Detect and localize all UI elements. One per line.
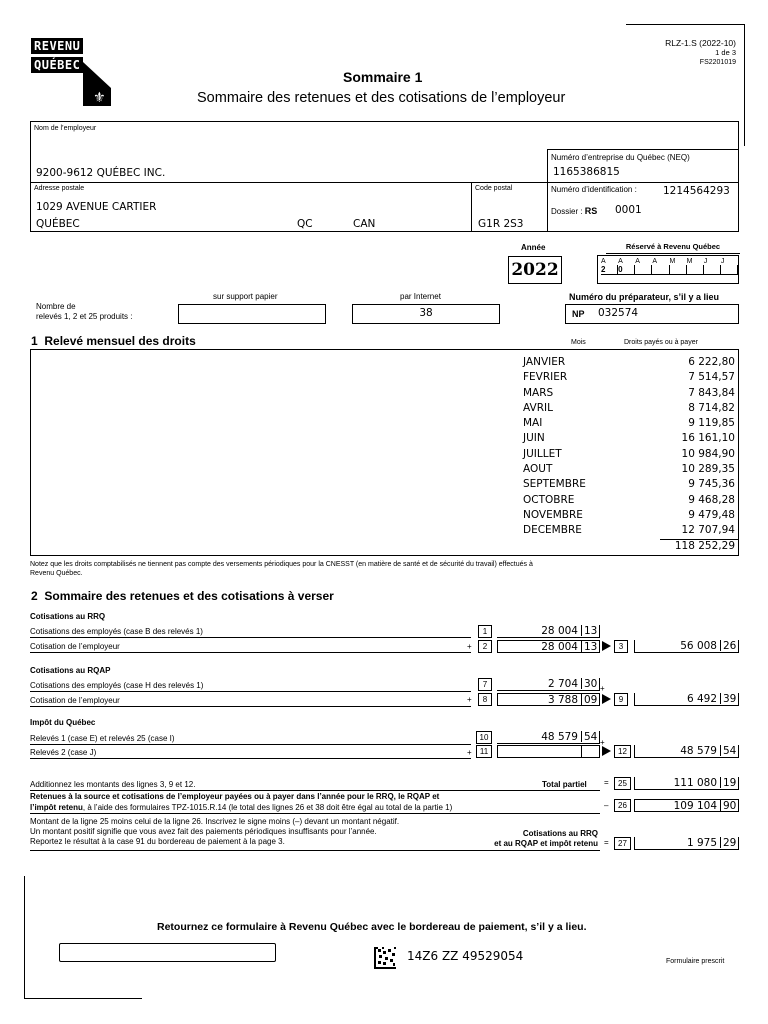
month-name: SEPTEMBRE — [523, 478, 586, 491]
line27-cents: 29 — [720, 837, 738, 848]
reserved-date-letter: A — [601, 258, 606, 265]
month-amount[interactable]: 10 984,90 — [681, 447, 735, 460]
reserved-date-letter: A — [652, 258, 658, 265]
line26-int: 109 104 — [673, 800, 717, 812]
corner-mark-bottom-left — [24, 998, 142, 999]
releves-label-line1: Nombre de — [36, 302, 76, 311]
month-row — [523, 387, 748, 402]
address-top-line — [30, 182, 739, 183]
rrq-line1-rule — [30, 637, 471, 638]
line10-cents: 54 — [581, 731, 599, 742]
reserved-date-letters — [598, 256, 738, 265]
line26-label-bold: l’impôt retenu — [30, 803, 83, 812]
month-name: JUIN — [523, 432, 545, 445]
internet-label: par Internet — [400, 292, 441, 301]
svg-text:⚜: ⚜ — [93, 90, 106, 106]
impot-line11-label: Relevés 2 (case J) — [30, 748, 97, 757]
plus-op-12: + — [600, 738, 605, 747]
line7-int: 2 704 — [547, 678, 578, 690]
address-label: Adresse postale — [34, 185, 85, 192]
line11-cents — [581, 746, 599, 757]
internet-count-value: 38 — [419, 307, 433, 319]
reserved-date-digit — [670, 265, 687, 275]
preparer-input[interactable] — [565, 304, 739, 324]
year-label: Année — [521, 243, 546, 252]
reserved-date-digit: 0 — [618, 265, 635, 275]
months-total: 118 252,29 — [674, 540, 735, 552]
amount-line-25[interactable] — [634, 777, 739, 790]
add-lines-label: Additionnez les montants des lignes 3, 9 et 12. — [30, 780, 196, 789]
reserved-label: Réservé à Revenu Québec — [606, 242, 740, 254]
line12-int: 48 579 — [680, 745, 717, 757]
month-amount[interactable]: 9 119,85 — [688, 417, 735, 430]
amount-line-2[interactable] — [497, 640, 600, 653]
reserved-date-digit — [635, 265, 652, 275]
month-row — [523, 524, 748, 539]
paper-count-input[interactable] — [178, 304, 326, 324]
section1-note-line2: Revenu Québec. — [30, 570, 83, 577]
month-row — [523, 478, 748, 493]
month-name: NOVEMBRE — [523, 508, 583, 521]
reserved-date-digit — [704, 265, 721, 275]
neq-left-line — [547, 149, 548, 232]
box-1: 1 — [478, 625, 492, 638]
col-amount-label: Droits payés ou à payer — [624, 339, 698, 346]
rqap-line8-rule — [30, 706, 471, 707]
reserved-date-letter: A — [635, 258, 640, 265]
line25-int: 111 080 — [673, 777, 717, 789]
reserved-date-box — [597, 255, 739, 284]
months-list — [523, 356, 748, 540]
month-amount[interactable]: 9 468,28 — [688, 493, 735, 506]
month-name: MAI — [523, 417, 543, 430]
section2-title: Sommaire des retenues et des cotisations à verser — [44, 589, 334, 603]
employer-name[interactable]: 9200-9612 QUÉBEC INC. — [36, 167, 166, 179]
preparer-prefix: NP — [572, 309, 585, 319]
line1-cents: 13 — [581, 625, 599, 636]
corner-mark-bottom-left-v — [24, 876, 25, 998]
line26-label-rest: , à l’aide des formulaires TPZ-1015.R.14 (le total des lignes 26 et 38 doit être égal au total de la partie 1) — [82, 803, 453, 812]
box-26: 26 — [614, 799, 631, 812]
section1-note — [30, 560, 533, 578]
line27-label — [470, 829, 598, 849]
reserved-date-letter: J — [703, 258, 708, 265]
box-12: 12 — [614, 745, 631, 758]
box-7: 7 — [478, 678, 492, 691]
impot-heading: Impôt du Québec — [30, 718, 96, 727]
section1-number: 1 — [31, 334, 38, 348]
return-instructions: Retournez ce formulaire à Revenu Québec avec le bordereau de paiement, s’il y a lieu. — [157, 921, 587, 933]
minus-op-26: – — [604, 801, 609, 810]
arrow-right-icon — [602, 641, 611, 651]
reserved-date-digit — [652, 265, 669, 275]
impot-line10-rule — [30, 744, 471, 745]
amount-line-10[interactable] — [497, 731, 600, 744]
month-name: AOUT — [523, 463, 553, 476]
corner-mark-top-right-v — [744, 24, 745, 146]
rqap-line7-label: Cotisations des employés (case H des relevés 1) — [30, 681, 204, 690]
rrq-heading: Cotisations au RRQ — [30, 612, 106, 621]
plus-op-2: + — [467, 642, 472, 651]
line12-cents: 54 — [720, 745, 738, 756]
month-amount[interactable]: 10 289,35 — [681, 463, 735, 476]
id-number[interactable]: 1214564293 — [663, 185, 730, 197]
neq-value[interactable]: 1165386815 — [553, 166, 620, 178]
rqap-heading: Cotisations au RQAP — [30, 666, 111, 675]
month-name: AVRIL — [523, 401, 553, 414]
amount-line-26[interactable] — [634, 799, 739, 812]
month-row — [523, 509, 748, 524]
releves-label-line2: relevés 1, 2 et 25 produits : — [36, 312, 133, 321]
line9-int: 6 492 — [686, 693, 717, 705]
line27-label-1: Cotisations au RRQ — [522, 829, 598, 838]
box-11: 11 — [476, 745, 492, 758]
rqap-line8-label: Cotisation de l’employeur — [30, 696, 120, 705]
dossier-prefix: RS — [584, 206, 598, 216]
dossier-label-group — [551, 206, 597, 216]
month-row — [523, 448, 748, 463]
line3-int: 56 008 — [680, 640, 717, 652]
line27-text — [30, 817, 399, 847]
line27-text-2: Un montant positif signifie que vous avez fait des paiements périodiques insuffisants pour l’année. — [30, 827, 377, 836]
box-27: 27 — [614, 837, 631, 850]
section1-heading — [31, 334, 196, 348]
reserved-date-letter: A — [618, 258, 623, 265]
datamatrix-barcode-icon — [374, 947, 396, 969]
box-25: 25 — [614, 777, 631, 790]
line3-cents: 26 — [720, 640, 738, 651]
month-name: MARS — [523, 386, 554, 399]
add-lines-rule — [30, 790, 600, 791]
barcode-text: 14Z6 ZZ 49529054 — [407, 949, 524, 963]
partial-total-label: Total partiel — [542, 780, 587, 789]
impot-line11-rule — [30, 758, 471, 759]
line26-rule — [30, 813, 600, 814]
prescribed-form-label: Formulaire prescrit — [666, 958, 725, 965]
line26-label-1: Retenues à la source et cotisations de l’employeur payées ou à payer dans l’année pour le RRQ, le RQAP et — [30, 792, 440, 801]
reserved-date-digit: 2 — [601, 265, 618, 275]
line7-cents: 30 — [581, 678, 599, 689]
line27-text-1: Montant de la ligne 25 moins celui de la ligne 26. Inscrivez le signe moins (–) devant un montant négatif. — [30, 817, 400, 826]
section1-note-line1: Notez que les droits comptabilisés ne tiennent pas compte des versements périodiques pour la CNESST (en matière de santé et de sécurité du travail) effectués à — [30, 561, 533, 568]
address-street[interactable]: 1029 AVENUE CARTIER — [36, 201, 157, 213]
rrq-line2-rule — [30, 652, 471, 653]
rrq-line1-label: Cotisations des employés (case B des relevés 1) — [30, 627, 203, 636]
section2-number: 2 — [31, 589, 38, 603]
address-country[interactable]: CAN — [353, 218, 376, 230]
amount-line-8[interactable] — [497, 693, 600, 706]
dossier-number[interactable]: 0001 — [615, 204, 642, 216]
postal-left-line — [471, 182, 472, 232]
box-10: 10 — [476, 731, 492, 744]
line1-int: 28 004 — [541, 625, 578, 637]
employer-name-label: Nom de l’employeur — [34, 125, 97, 132]
month-amount[interactable]: 6 222,80 — [688, 356, 735, 368]
line25-cents: 19 — [720, 777, 738, 788]
amount-line-1[interactable] — [497, 625, 600, 638]
box-3: 3 — [614, 640, 628, 653]
month-name: DECEMBRE — [523, 524, 582, 537]
reserved-date-values — [598, 265, 738, 275]
impot-line10-label: Relevés 1 (case E) et relevés 25 (case I) — [30, 734, 175, 743]
month-amount[interactable]: 9 479,48 — [688, 508, 735, 521]
amount-line-12[interactable] — [634, 745, 739, 758]
col-month-label: Mois — [571, 339, 586, 346]
plus-op-9: + — [600, 684, 605, 693]
line26-label-2 — [30, 803, 452, 812]
amount-line-7[interactable] — [497, 678, 600, 691]
plus-op-8: + — [467, 695, 472, 704]
month-row — [523, 356, 748, 371]
rrq-line2-label: Cotisation de l’employeur — [30, 642, 120, 651]
month-name: JANVIER — [523, 356, 566, 368]
month-row — [523, 432, 748, 447]
month-amount[interactable]: 16 161,10 — [681, 432, 735, 445]
line8-cents: 09 — [581, 694, 599, 705]
address-city[interactable]: QUÉBEC — [36, 218, 80, 230]
internet-count-input[interactable] — [352, 304, 500, 324]
month-row — [523, 463, 748, 478]
reserved-date-letter: M — [686, 258, 693, 265]
preparer-label: Numéro du préparateur, s’il y a lieu — [569, 292, 720, 302]
rqap-line7-rule — [30, 691, 471, 692]
form-code-block: RLZ-1.S (2022-10) 1 de 3 FS2201019 — [665, 38, 736, 66]
reserved-date-digit — [687, 265, 704, 275]
footer-blank-box[interactable] — [59, 943, 276, 962]
month-amount[interactable]: 12 707,94 — [681, 524, 735, 537]
reserved-date-letter: M — [669, 258, 676, 265]
year-box[interactable] — [508, 256, 562, 284]
page-title: Sommaire 1 — [343, 69, 423, 85]
address-province[interactable]: QC — [297, 218, 313, 230]
revenu-quebec-logo: REVENU QUÉBEC ⚜ — [31, 38, 83, 73]
amount-line-11[interactable] — [497, 745, 600, 758]
equals-op-27: = — [604, 838, 609, 847]
line8-int: 3 788 — [547, 694, 578, 706]
month-name: FEVRIER — [523, 371, 568, 384]
releves-label — [36, 302, 133, 322]
line2-cents: 13 — [581, 641, 599, 652]
arrow-right-icon — [602, 746, 611, 756]
month-row — [523, 371, 748, 386]
month-amount[interactable]: 9 745,36 — [688, 478, 735, 491]
amount-line-9[interactable] — [634, 693, 739, 706]
section2-heading — [31, 589, 334, 603]
month-row — [523, 402, 748, 417]
box-9: 9 — [614, 693, 628, 706]
month-row — [523, 494, 748, 509]
fleur-de-lis-icon — [83, 62, 113, 108]
box-8: 8 — [478, 693, 492, 706]
neq-label: Numéro d’entreprise du Québec (NEQ) — [551, 153, 690, 162]
section1-title: Relevé mensuel des droits — [44, 334, 196, 348]
line10-int: 48 579 — [541, 731, 578, 743]
page-subtitle: Sommaire des retenues et des cotisations de l’employeur — [197, 90, 566, 106]
month-name: OCTOBRE — [523, 493, 575, 506]
month-name: JUILLET — [523, 447, 562, 460]
line27-int: 1 975 — [686, 837, 717, 849]
line27-label-2: et au RQAP et impôt retenu — [494, 839, 598, 848]
postal-code-label: Code postal — [475, 185, 513, 192]
month-row — [523, 417, 748, 432]
arrow-right-icon — [602, 694, 611, 704]
postal-code[interactable]: G1R 2S3 — [478, 218, 524, 230]
box-2: 2 — [478, 640, 492, 653]
plus-op-11: + — [467, 748, 472, 757]
equals-op-25: = — [604, 778, 609, 787]
line2-int: 28 004 — [541, 641, 578, 653]
reserved-date-digit — [721, 265, 738, 275]
month-amount[interactable]: 7 514,57 — [688, 371, 735, 384]
month-amount[interactable]: 8 714,82 — [688, 401, 735, 414]
line9-cents: 39 — [720, 693, 738, 704]
paper-label: sur support papier — [213, 292, 278, 301]
line27-rule — [30, 850, 600, 851]
corner-mark-top-right — [626, 24, 744, 25]
reserved-date-letter: J — [720, 258, 725, 265]
id-number-label: Numéro d’identification : — [551, 185, 637, 194]
line26-cents: 90 — [720, 800, 738, 811]
amount-line-27[interactable] — [634, 837, 739, 850]
dossier-label: Dossier : — [551, 207, 583, 216]
year-value: 2022 — [511, 260, 559, 280]
amount-line-3[interactable] — [634, 640, 739, 653]
neq-top-line — [547, 149, 739, 150]
preparer-number: 032574 — [598, 307, 639, 319]
line27-text-3: Reportez le résultat à la case 91 du bordereau de paiement à la page 3. — [30, 837, 285, 846]
month-amount[interactable]: 7 843,84 — [688, 386, 735, 399]
